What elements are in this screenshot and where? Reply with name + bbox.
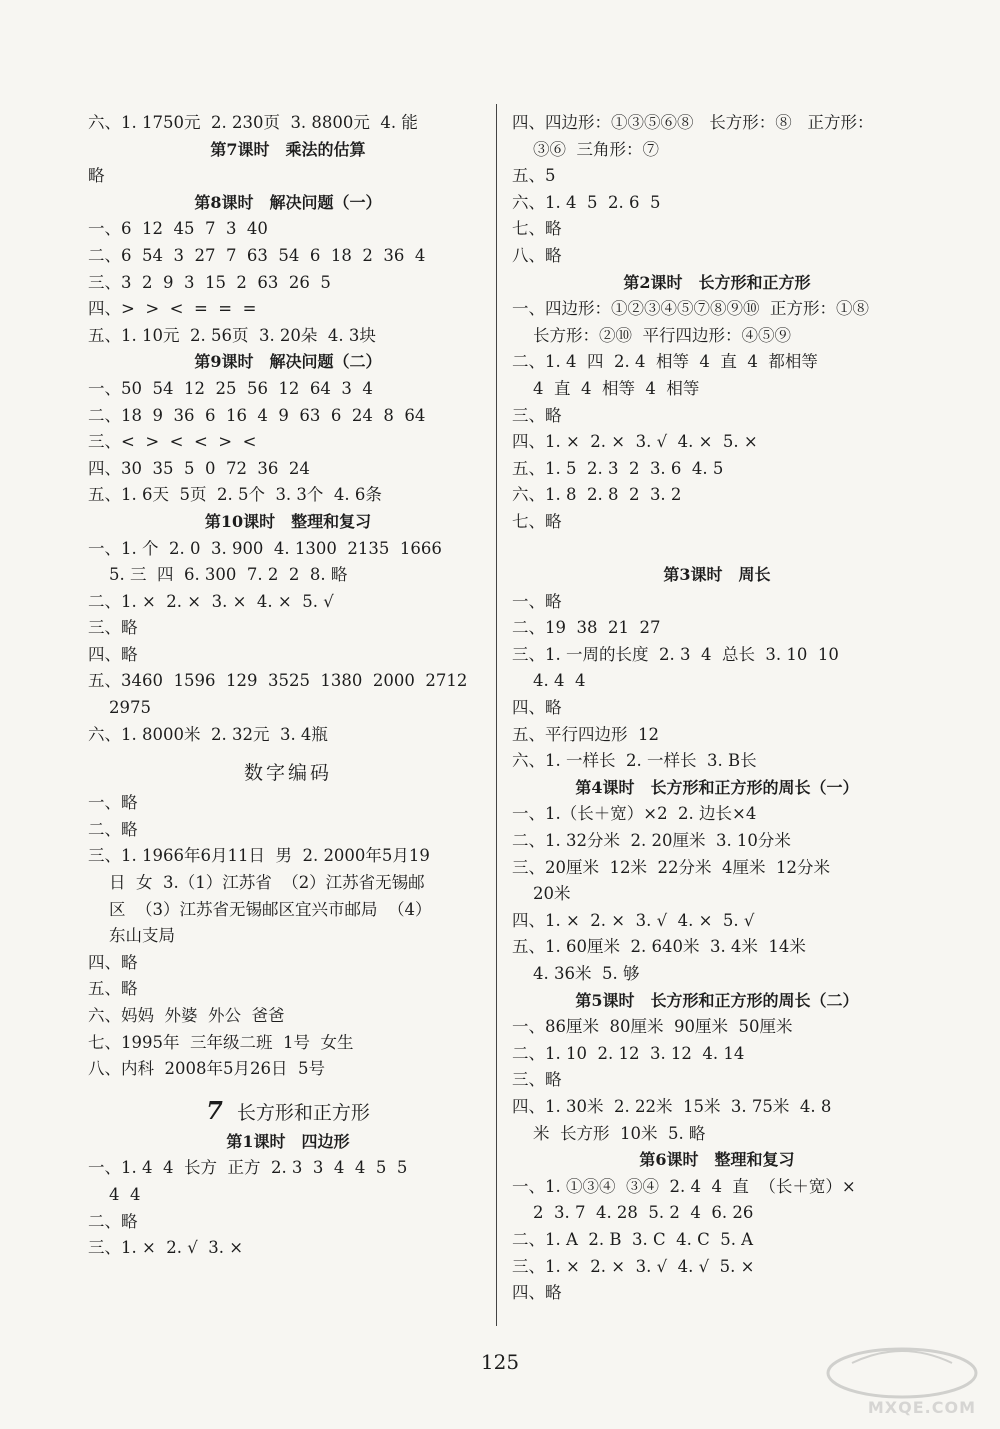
chapter-label: 长方形和正方形 [236,1101,370,1124]
answer-line: 六、1. 4 5 2. 6 5 [512,192,661,212]
answer-line: 米 长方形 10米 5. 略 [512,1123,706,1143]
spacer [512,536,922,563]
section-title: 数字编码 [243,762,332,785]
chapter-number: 7 [206,1095,223,1125]
answer-line: 二、19 38 21 27 [512,618,661,638]
answer-line: 二、略 [88,1211,138,1231]
answer-line: 三、20厘米 12米 22分米 4厘米 12分米 [512,857,830,877]
answer-line: 四、1. × 2. × 3. √ 4. × 5. × [512,432,758,452]
answer-line: 六、1. 1750元 2. 230页 3. 8800元 4. 能 [88,113,418,132]
answer-line: 东山支局 [88,926,175,946]
watermark-logo-icon [822,1343,982,1401]
answer-line: 长方形：②⑩ 平行四边形：④⑤⑨ [512,325,791,345]
answer-line: 4. 36米 5. 够 [512,964,640,983]
answer-line: 区 （3）江苏省无锡邮区宜兴市邮局 （4） [88,899,432,919]
answer-line: 三、< > < < > < [88,432,257,452]
answer-line: 一、86厘米 80厘米 90厘米 50厘米 [512,1017,793,1037]
answer-line: 2975 [88,698,151,718]
answer-line: 四、> > < = = = [88,299,257,319]
answer-line: 三、3 2 9 3 15 2 63 26 5 [88,272,331,292]
answer-line: 一、6 12 45 7 3 40 [88,219,268,239]
answer-line: 5. 三 四 6. 300 7. 2 2 8. 略 [88,565,348,585]
answer-line: 七、1995年 三年级二班 1号 女生 [88,1032,354,1052]
lesson-heading: 第5课时 长方形和正方形的周长（二） [575,990,859,1010]
answer-line: 一、略 [512,591,562,611]
answer-line: 六、1. 8000米 2. 32元 3. 4瓶 [88,724,328,744]
answer-line: 五、3460 1596 129 3525 1380 2000 2712 [88,671,468,691]
answer-line: 四、略 [88,952,138,972]
answer-line: 4 4 [88,1184,141,1204]
answer-line: 一、50 54 12 25 56 12 64 3 4 [88,378,373,398]
answer-line: 五、1. 6天 5页 2. 5个 3. 3个 4. 6条 [88,485,382,505]
answer-line: 四、1. 30米 2. 22米 15米 3. 75米 4. 8 [512,1096,832,1116]
answer-line: 三、1. × 2. √ 3. × [88,1238,244,1258]
answer-line: 一、1.（长＋宽）×2 2. 边长×4 [512,804,757,824]
answer-line: 二、1. A 2. B 3. C 4. C 5. A [512,1229,754,1249]
answer-line: 一、1. 4 4 长方 正方 2. 3 3 4 4 5 5 [88,1158,408,1178]
answer-line: 略 [88,166,105,186]
lesson-heading: 第4课时 长方形和正方形的周长（一） [575,777,859,797]
answer-line: 2 3. 7 4. 28 5. 2 4 6. 26 [512,1203,754,1223]
answer-line: 六、1. 8 2. 8 2 3. 2 [512,485,682,505]
answer-line: 四、略 [512,698,562,718]
answer-line: 七、略 [512,219,562,239]
answer-line: 二、6 54 3 27 7 63 54 6 18 2 36 4 [88,245,426,265]
answer-line: 五、1. 10元 2. 56页 3. 20朵 4. 3块 [88,325,376,345]
answer-line: 4 直 4 相等 4 相等 [512,378,700,398]
answer-line: 四、四边形：①③⑤⑥⑧ 长方形：⑧ 正方形： [512,113,874,132]
answer-line: 四、略 [88,644,138,664]
answer-line: 八、内科 2008年5月26日 5号 [88,1059,325,1079]
answer-line: 四、略 [512,1283,562,1303]
answer-line: 六、1. 一样长 2. 一样长 3. B长 [512,751,757,771]
answer-line: 三、1. 一周的长度 2. 3 4 总长 3. 10 10 [512,644,839,664]
page-number: 125 [480,1350,520,1374]
answer-line: 一、1. ①③④ ③④ 2. 4 4 直 （长＋宽）× [512,1176,856,1196]
answer-line: 20米 [512,884,571,904]
answer-line: 二、18 9 36 6 16 4 9 63 6 24 8 64 [88,405,426,425]
answer-line: 日 女 3.（1）江苏省 （2）江苏省无锡邮 [88,873,425,893]
watermark-url: MXQE.COM [867,1398,976,1417]
answer-line: 三、1. × 2. × 3. √ 4. √ 5. × [512,1256,755,1276]
lesson-heading: 第9课时 解决问题（二） [194,352,382,372]
answer-line: 三、略 [512,1070,562,1090]
answer-line: 五、1. 60厘米 2. 640米 3. 4米 14米 [512,937,806,957]
answer-line: 二、1. × 2. × 3. × 4. × 5. √ [88,591,334,611]
answer-line: 五、略 [88,979,138,999]
answer-line: 八、略 [512,245,562,265]
lesson-heading: 第1课时 四边形 [226,1131,350,1151]
answer-line: 五、平行四边形 12 [512,724,659,744]
lesson-heading: 第8课时 解决问题（一） [194,192,382,212]
answer-line: 二、1. 32分米 2. 20厘米 3. 10分米 [512,831,791,851]
answer-line: 六、妈妈 外婆 外公 爸爸 [88,1006,285,1025]
answer-line: 五、1. 5 2. 3 2 3. 6 4. 5 [512,458,724,478]
answer-line: 二、1. 10 2. 12 3. 12 4. 14 [512,1043,745,1063]
answer-line: 一、四边形：①②③④⑤⑦⑧⑨⑩ 正方形：①⑧ [512,299,869,319]
lesson-heading: 第6课时 整理和复习 [639,1150,795,1170]
answer-line: 五、5 [512,166,556,186]
lesson-heading: 第7课时 乘法的估算 [210,139,366,159]
lesson-heading: 第10课时 整理和复习 [204,511,372,531]
answer-line: 三、略 [88,618,138,638]
chapter-title [88,1093,488,1129]
left-answer-column [88,110,488,1262]
column-divider [496,104,497,1326]
answer-line: 三、1. 1966年6月11日 男 2. 2000年5月19 [88,846,430,866]
answer-line: 二、1. 4 四 2. 4 相等 4 直 4 都相等 [512,352,818,372]
answer-line: 二、略 [88,819,138,839]
watermark-logo [822,1343,982,1421]
answer-line: 一、1. 个 2. 0 3. 900 4. 1300 2135 1666 [88,538,442,558]
lesson-heading: 第2课时 长方形和正方形 [623,272,811,292]
answer-line: 四、30 35 5 0 72 36 24 [88,458,310,478]
answer-line: 4. 4 4 [512,671,586,691]
lesson-heading: 第3课时 周长 [663,565,771,585]
answer-line: 三、略 [512,405,562,425]
right-answer-column [512,110,922,1307]
answer-line: ③⑥ 三角形：⑦ [512,139,659,159]
answer-line: 一、略 [88,793,138,813]
answer-line: 七、略 [512,511,562,531]
answer-line: 四、1. × 2. × 3. √ 4. × 5. √ [512,910,755,930]
